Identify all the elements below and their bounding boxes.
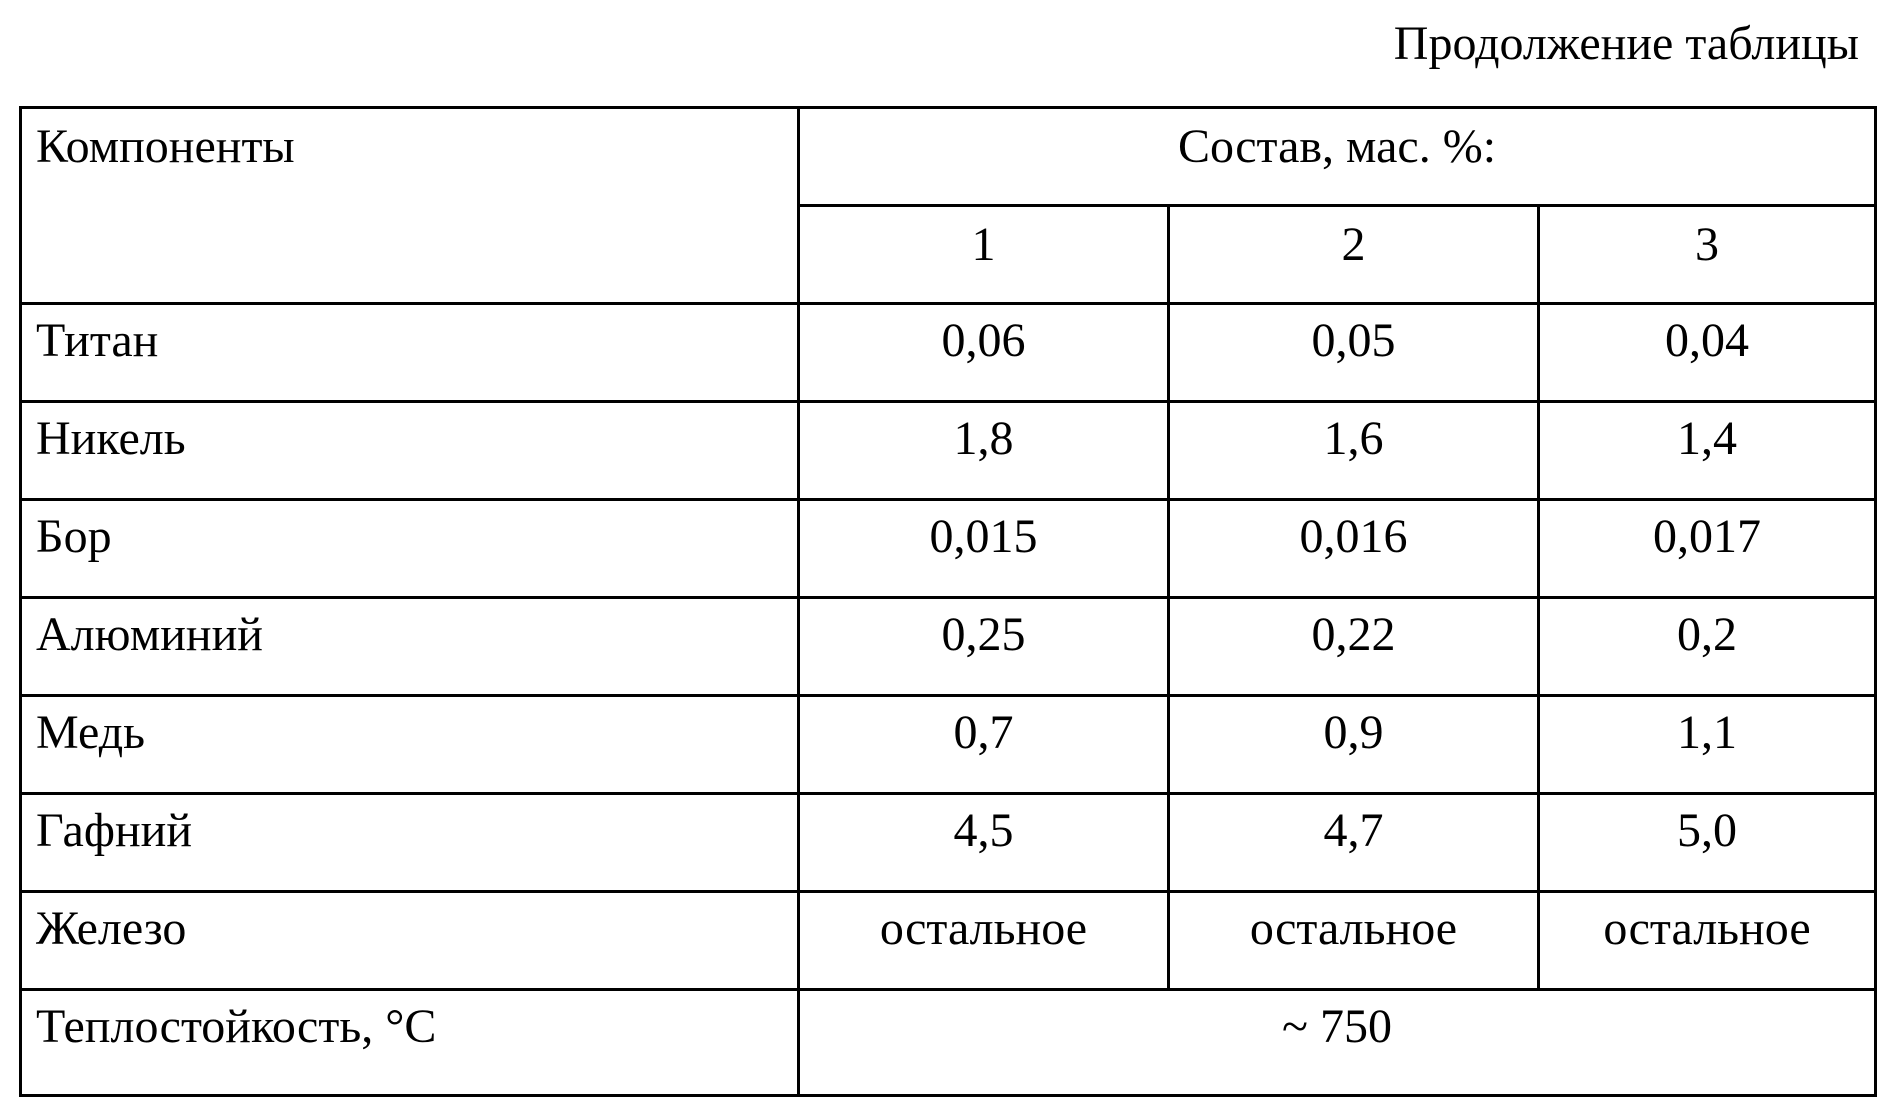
table-continuation-caption: Продолжение таблицы [1393,17,1859,70]
value-cell: 5,0 [1539,794,1876,892]
table-row-hafnium [21,794,1876,892]
value-cell: 0,016 [1169,500,1539,598]
header-row [21,108,1876,206]
value-cell: 1,8 [799,402,1169,500]
composition-header: Состав, мас. %: [799,108,1876,206]
component-name: Железо [21,892,799,990]
component-name: Гафний [21,794,799,892]
components-header: Компоненты [21,108,799,304]
table-row-nickel [21,402,1876,500]
value-cell: 0,2 [1539,598,1876,696]
table-row-aluminium [21,598,1876,696]
value-cell: 0,06 [799,304,1169,402]
value-cell: 0,05 [1169,304,1539,402]
value-cell: 1,6 [1169,402,1539,500]
table-row-heat-resistance [21,990,1876,1096]
composition-table [19,106,1877,1097]
column-number-1: 1 [799,206,1169,304]
value-cell: остальное [799,892,1169,990]
value-cell: 0,22 [1169,598,1539,696]
column-number-3: 3 [1539,206,1876,304]
value-cell: 0,25 [799,598,1169,696]
component-name: Медь [21,696,799,794]
value-cell: 1,4 [1539,402,1876,500]
component-name: Титан [21,304,799,402]
value-cell: 4,7 [1169,794,1539,892]
table-row-iron [21,892,1876,990]
component-name: Бор [21,500,799,598]
table-row-titanium [21,304,1876,402]
value-cell: 1,1 [1539,696,1876,794]
column-number-2: 2 [1169,206,1539,304]
heat-resistance-label: Теплостойкость, °С [21,990,799,1096]
heat-resistance-value: ~ 750 [799,990,1876,1096]
value-cell: 0,015 [799,500,1169,598]
value-cell: 0,04 [1539,304,1876,402]
table-row-copper [21,696,1876,794]
value-cell: 0,7 [799,696,1169,794]
component-name: Никель [21,402,799,500]
table-row-boron [21,500,1876,598]
value-cell: 0,9 [1169,696,1539,794]
value-cell: 0,017 [1539,500,1876,598]
value-cell: остальное [1539,892,1876,990]
component-name: Алюминий [21,598,799,696]
value-cell: остальное [1169,892,1539,990]
value-cell: 4,5 [799,794,1169,892]
